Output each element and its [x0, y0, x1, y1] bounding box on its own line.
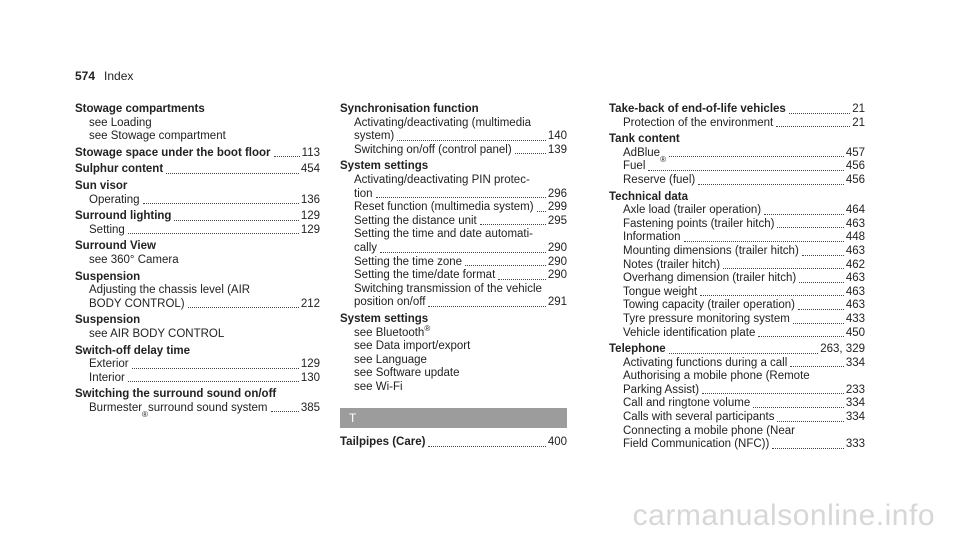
dot-leader — [700, 295, 844, 296]
entry-heading-text: Telephone — [609, 343, 666, 356]
entry-subitem-text: AdBlue — [623, 146, 661, 159]
entry-heading-label: Technical data — [609, 190, 689, 203]
entry-subitem-text: Adjusting the chassis level (AIR — [89, 284, 251, 297]
page-ref-link[interactable]: 140 — [547, 130, 567, 143]
index-entry — [75, 240, 320, 267]
index-column-3 — [609, 103, 865, 455]
page-ref-link[interactable]: 463 — [845, 272, 865, 285]
index-entry — [340, 313, 567, 395]
entry-subitem-row — [623, 259, 865, 273]
entry-subitem-text: Vehicle identification plate — [623, 326, 756, 339]
entry-heading-label: Synchronisation function — [340, 103, 479, 115]
index-subentry — [609, 272, 865, 286]
entry-subitem-text: Fuel — [623, 160, 646, 173]
page-ref-link[interactable]: 290 — [547, 255, 567, 268]
entry-subitem-text: Notes (trailer hitch) — [623, 258, 721, 271]
entry-subitem-row — [623, 438, 865, 452]
entry-subitem-text: Axle load (trailer operation) — [623, 204, 762, 217]
entry-subitem-row — [623, 286, 865, 300]
entry-heading-text: Surround lighting — [75, 210, 172, 223]
page-ref-link[interactable]: 129 — [300, 223, 320, 236]
index-entry — [340, 160, 567, 310]
dot-leader — [648, 170, 843, 171]
entry-subitem-text: Operating — [89, 193, 140, 206]
entry-heading-text — [75, 240, 320, 254]
entry-heading-label: Sun visor — [75, 179, 128, 192]
dot-leader — [776, 126, 850, 127]
entry-subitem-text: Towing capacity (trailer operation) — [623, 299, 795, 312]
index-subentry — [75, 224, 320, 238]
page-ref-link[interactable]: 433 — [845, 312, 865, 325]
registered-mark: ® — [424, 323, 431, 333]
entry-subitem-row — [623, 357, 865, 371]
dot-leader — [798, 309, 844, 310]
dot-leader — [753, 407, 844, 408]
page-number: 574 — [75, 69, 96, 83]
entry-subitem-text: Activating functions during a call — [623, 356, 788, 369]
entry-subitem-row: AdBlue ® 457 — [623, 146, 865, 165]
entry-subitem-text: Setting the time zone — [354, 255, 463, 268]
index-column-2 — [340, 103, 567, 453]
index-subentry — [340, 367, 567, 381]
entry-subitem-row — [623, 299, 865, 313]
index-entry — [609, 191, 865, 341]
index-subentry — [609, 245, 865, 259]
dot-leader — [772, 448, 843, 449]
entry-heading-text: Tailpipes (Care) — [340, 436, 426, 449]
index-subentry — [609, 299, 865, 313]
entry-heading-text — [75, 314, 320, 328]
index-subentry — [609, 425, 865, 452]
index-subentry — [75, 401, 320, 420]
entry-subitem-row — [354, 269, 567, 283]
page-ref-link[interactable]: 333 — [845, 438, 865, 451]
index-column-2-bottom — [340, 436, 567, 450]
entry-subitem-text[interactable] — [354, 340, 567, 354]
entry-heading-label: Suspension — [75, 270, 141, 283]
page-ref-link[interactable]: 295 — [547, 214, 567, 227]
entry-subitem-label: see 360° Camera — [89, 253, 179, 266]
page-ref-link[interactable]: 457 — [845, 146, 865, 159]
dot-leader — [480, 224, 546, 225]
index-entry — [75, 210, 320, 237]
index-entry — [609, 343, 865, 452]
entry-subitem-row: Burmester ® surround sound system 385 — [89, 401, 320, 420]
index-column-2-top — [340, 103, 567, 394]
dot-leader — [174, 220, 298, 221]
entry-subitem-row — [89, 372, 320, 386]
entry-subitem-text: Tongue weight — [623, 285, 698, 298]
index-subentry — [609, 204, 865, 218]
entry-subitem-text: Reset function (multimedia system) — [354, 201, 534, 214]
dot-leader — [498, 279, 546, 280]
entry-subitem-text: Activating/deactivating PIN protec- — [354, 173, 530, 186]
entry-subitem-text: Connecting a mobile phone (Near — [623, 424, 795, 437]
entry-subitem-continuation: BODY CONTROL) — [89, 297, 185, 310]
index-subentry — [340, 174, 567, 201]
entry-subitem-row — [354, 256, 567, 270]
index-subentry — [609, 160, 865, 174]
entry-subitem-row — [623, 313, 865, 327]
index-entry — [75, 388, 320, 420]
page-ref-link[interactable]: 139 — [547, 143, 567, 156]
index-subentry — [609, 218, 865, 232]
dot-leader — [428, 446, 545, 447]
entry-subitem-label: see Loading — [89, 116, 152, 129]
entry-subitem-text: Reserve (fuel) — [623, 173, 696, 186]
dot-leader — [515, 153, 546, 154]
entry-heading-label: Switching the surround sound on/off — [75, 388, 277, 401]
entry-subitem-text[interactable] — [354, 381, 567, 395]
entry-subitem-text[interactable] — [89, 254, 320, 268]
dot-leader — [702, 393, 844, 394]
index-subentry — [340, 228, 567, 255]
entry-subitem-text[interactable] — [354, 354, 567, 368]
index-subentry — [340, 354, 567, 368]
entry-heading-text: Sulphur content — [75, 163, 164, 176]
page-ref-link[interactable]: 454 — [300, 163, 320, 176]
entry-subitem-row — [89, 298, 320, 312]
index-subentry — [340, 340, 567, 354]
entry-subitem-label: see Wi-Fi — [354, 380, 403, 393]
entry-subitem-text: Fastening points (trailer hitch) — [623, 217, 775, 230]
index-subentry — [75, 194, 320, 208]
dot-leader — [793, 323, 844, 324]
entry-heading-label: Switch-off delay time — [75, 344, 191, 357]
page-header — [75, 70, 133, 84]
entry-subitem-text-cont: surround sound system — [147, 401, 268, 414]
page-ref-link[interactable]: 290 — [547, 269, 567, 282]
index-entry — [609, 103, 865, 130]
dot-leader — [777, 227, 843, 228]
index-subentry — [340, 117, 567, 144]
index-entry — [75, 345, 320, 386]
index-subentry — [609, 370, 865, 397]
index-subentry — [609, 357, 865, 371]
dot-leader — [128, 233, 299, 234]
dot-leader — [789, 113, 850, 114]
entry-subitem-continuation: Parking Assist) — [623, 383, 700, 396]
entry-subitem-row — [89, 224, 320, 238]
entry-heading-text — [75, 345, 320, 359]
section-letter: T — [349, 411, 357, 426]
entry-subitem-text[interactable] — [89, 130, 320, 144]
entry-subitem-text[interactable] — [89, 117, 320, 131]
index-entry — [75, 271, 320, 312]
page-ref-link[interactable]: 463 — [845, 299, 865, 312]
page-ref-link[interactable]: 334 — [845, 356, 865, 369]
page-ref-link[interactable]: 129 — [300, 358, 320, 371]
dot-leader — [802, 255, 844, 256]
entry-subitem-row — [623, 327, 865, 341]
page-ref-link[interactable]: 129 — [300, 210, 320, 223]
entry-subitem-row — [354, 242, 567, 256]
entry-heading-text: Stowage space under the boot floor — [75, 146, 271, 159]
entry-heading-label: System settings — [340, 160, 429, 173]
dot-leader — [777, 421, 843, 422]
entry-subitem-row — [623, 117, 865, 131]
index-entry — [75, 163, 320, 177]
dot-leader — [143, 203, 299, 204]
entry-subitem-row — [354, 130, 567, 144]
entry-subitem-label: see Bluetooth — [354, 326, 425, 339]
entry-subitem-text: Call and ringtone volume — [623, 397, 751, 410]
index-column-1 — [75, 103, 320, 418]
index-subentry — [609, 327, 865, 341]
page-ref-link[interactable]: 291 — [547, 296, 567, 309]
dot-leader — [274, 156, 300, 157]
index-subentry — [340, 215, 567, 229]
entry-subitem-row — [89, 358, 320, 372]
page-ref-link[interactable]: 21 — [852, 103, 865, 115]
index-subentry — [75, 130, 320, 144]
dot-leader — [698, 184, 844, 185]
entry-subitem-row — [623, 231, 865, 245]
entry-subitem-text: Setting the time/date format — [354, 269, 496, 282]
page-ref-link[interactable]: 462 — [845, 258, 865, 271]
index-subentry — [340, 269, 567, 283]
page-ref-link[interactable]: 113 — [301, 146, 320, 159]
entry-subitem-continuation: Field Communication (NFC)) — [623, 438, 770, 451]
page-ref-link[interactable]: 400 — [547, 436, 567, 449]
entry-subitem-text[interactable] — [89, 328, 320, 342]
index-subentry — [75, 358, 320, 372]
entry-heading-row — [75, 147, 320, 161]
dot-leader — [271, 411, 299, 412]
page-ref-link[interactable]: 463 — [845, 285, 865, 298]
index-subentry — [609, 174, 865, 188]
entry-subitem-row — [623, 204, 865, 218]
page-ref-link[interactable]: 290 — [547, 241, 567, 254]
entry-subitem-row — [623, 384, 865, 398]
entry-subitem-row — [623, 397, 865, 411]
entry-subitem-row — [354, 215, 567, 229]
entry-subitem-text: Interior — [89, 371, 125, 384]
index-subentry — [75, 372, 320, 386]
entry-heading-label: Tank content — [609, 133, 680, 146]
index-entry — [340, 103, 567, 157]
entry-subitem-text: Setting — [89, 223, 125, 236]
page-ref-link[interactable]: 334 — [845, 397, 865, 410]
dot-leader — [669, 353, 819, 354]
entry-heading-label: Stowage compartments — [75, 103, 205, 115]
entry-subitem-row — [89, 194, 320, 208]
section-letter-bar — [340, 408, 567, 428]
page-ref-link[interactable]: 334 — [845, 411, 865, 424]
entry-heading-row — [340, 436, 567, 450]
dot-leader — [537, 211, 546, 212]
dot-leader — [684, 241, 844, 242]
index-subentry — [340, 144, 567, 158]
dot-leader — [764, 214, 844, 215]
index-subentry — [75, 117, 320, 131]
entry-subitem-row — [623, 174, 865, 188]
dot-leader — [376, 197, 546, 198]
index-entry — [75, 103, 320, 144]
entry-subitem-text: Activating/deactivating (multimedia — [354, 116, 532, 129]
page-ref-link[interactable]: 296 — [547, 187, 567, 200]
entry-subitem-text: Mounting dimensions (trailer hitch) — [623, 244, 799, 257]
page-ref-link[interactable]: 456 — [845, 173, 865, 186]
entry-heading-label: System settings — [340, 312, 429, 325]
entry-subitem-row — [354, 144, 567, 158]
page-ref-link[interactable]: 299 — [547, 201, 567, 214]
entry-heading-text — [609, 133, 865, 147]
index-subentry — [340, 323, 567, 341]
entry-subitem-label: see AIR BODY CONTROL — [89, 327, 225, 340]
dot-leader — [380, 252, 546, 253]
index-subentry — [340, 201, 567, 215]
dot-leader — [128, 381, 299, 382]
page-ref-link[interactable]: 212 — [300, 297, 320, 310]
dot-leader — [758, 336, 843, 337]
index-entry — [340, 436, 567, 450]
index-subentry — [340, 283, 567, 310]
page-ref-link[interactable]: 385 — [300, 401, 320, 414]
dot-leader — [397, 140, 546, 141]
entry-heading-text — [75, 271, 320, 285]
page-ref-link[interactable]: 130 — [300, 371, 320, 384]
page-ref-link[interactable]: 448 — [845, 231, 865, 244]
index-entry — [75, 314, 320, 341]
page-title: Index — [104, 69, 134, 83]
entry-heading-text — [75, 180, 320, 194]
entry-subitem-row — [623, 245, 865, 259]
index-subentry — [340, 256, 567, 270]
index-subentry — [609, 231, 865, 245]
entry-subitem-row — [354, 296, 567, 310]
index-entry — [75, 180, 320, 207]
entry-heading-text — [340, 103, 567, 117]
index-subentry — [75, 254, 320, 268]
page-ref-link[interactable]: 464 — [845, 204, 865, 217]
entry-heading-text — [75, 388, 320, 402]
entry-subitem-label: see Data import/export — [354, 340, 471, 353]
entry-subitem-text: Setting the time and date automati- — [354, 228, 533, 241]
entry-subitem-row — [623, 218, 865, 232]
entry-subitem-row — [623, 411, 865, 425]
entry-subitem-continuation: cally — [354, 241, 378, 254]
entry-subitem-continuation: position on/off — [354, 296, 426, 309]
entry-subitem-text: Exterior — [89, 358, 129, 371]
entry-heading-text: Take-back of end-of-life vehicles — [609, 103, 786, 115]
watermark: carmanualsonline.info — [632, 499, 935, 532]
index-subentry — [340, 381, 567, 395]
entry-heading-text — [75, 103, 320, 117]
dot-leader — [723, 268, 844, 269]
dot-leader — [669, 156, 844, 157]
page-ref-link[interactable]: 463 — [845, 217, 865, 230]
entry-heading-text — [340, 160, 567, 174]
dot-leader — [166, 173, 299, 174]
entry-subitem-label: see Stowage compartment — [89, 130, 226, 143]
entry-subitem-text[interactable] — [354, 367, 567, 381]
entry-heading-row — [75, 163, 320, 177]
entry-heading-row — [75, 210, 320, 224]
entry-heading-row — [609, 103, 865, 117]
dot-leader — [790, 366, 844, 367]
page-ref-link[interactable]: 456 — [845, 160, 865, 173]
page-ref-link[interactable]: 450 — [845, 326, 865, 339]
entry-subitem-text: Switching transmission of the vehicle — [354, 282, 542, 295]
index-subentry — [609, 286, 865, 300]
entry-subitem-text: Overhang dimension (trailer hitch) — [623, 272, 797, 285]
entry-subitem-label: see Language — [354, 353, 427, 366]
index-subentry — [75, 328, 320, 342]
entry-subitem-text: Information — [623, 231, 681, 244]
index-subentry — [609, 397, 865, 411]
dot-leader — [132, 368, 299, 369]
page-ref-link[interactable]: 263, 329 — [820, 343, 865, 356]
entry-subitem-row — [623, 272, 865, 286]
index-subentry — [609, 146, 865, 165]
index-subentry — [609, 313, 865, 327]
entry-subitem-text: Protection of the environment — [623, 116, 774, 129]
entry-subitem-row — [354, 188, 567, 202]
entry-subitem-continuation: tion — [354, 187, 373, 200]
entry-subitem-continuation: system) — [354, 130, 395, 143]
dot-leader — [188, 307, 299, 308]
entry-subitem-text[interactable] — [354, 323, 567, 341]
entry-heading-label: Suspension — [75, 314, 141, 327]
entry-heading-text — [609, 191, 865, 205]
index-subentry — [75, 284, 320, 311]
entry-subitem-text: Tyre pressure monitoring system — [623, 312, 790, 325]
entry-heading-row — [609, 343, 865, 357]
entry-subitem-text: Setting the distance unit — [354, 214, 477, 227]
index-subentry — [609, 117, 865, 131]
entry-heading-text — [340, 313, 567, 327]
index-subentry — [609, 259, 865, 273]
entry-subitem-row — [354, 201, 567, 215]
index-subentry — [609, 411, 865, 425]
entry-subitem-text: Calls with several participants — [623, 411, 775, 424]
index-entry — [609, 133, 865, 187]
entry-subitem-text: Switching on/off (control panel) — [354, 143, 512, 156]
entry-subitem-text: Authorising a mobile phone (Remote — [623, 370, 810, 383]
page-ref-link[interactable]: 136 — [300, 193, 320, 206]
page-ref-link[interactable]: 233 — [845, 383, 865, 396]
page-ref-link[interactable]: 21 — [852, 116, 865, 129]
dot-leader — [465, 265, 546, 266]
dot-leader — [799, 282, 844, 283]
entry-subitem-label: see Software update — [354, 367, 460, 380]
index-entry — [75, 147, 320, 161]
entry-heading-label: Surround View — [75, 240, 156, 253]
page-ref-link[interactable]: 463 — [845, 244, 865, 257]
entry-subitem-text: Burmester — [89, 401, 143, 414]
dot-leader — [428, 306, 545, 307]
